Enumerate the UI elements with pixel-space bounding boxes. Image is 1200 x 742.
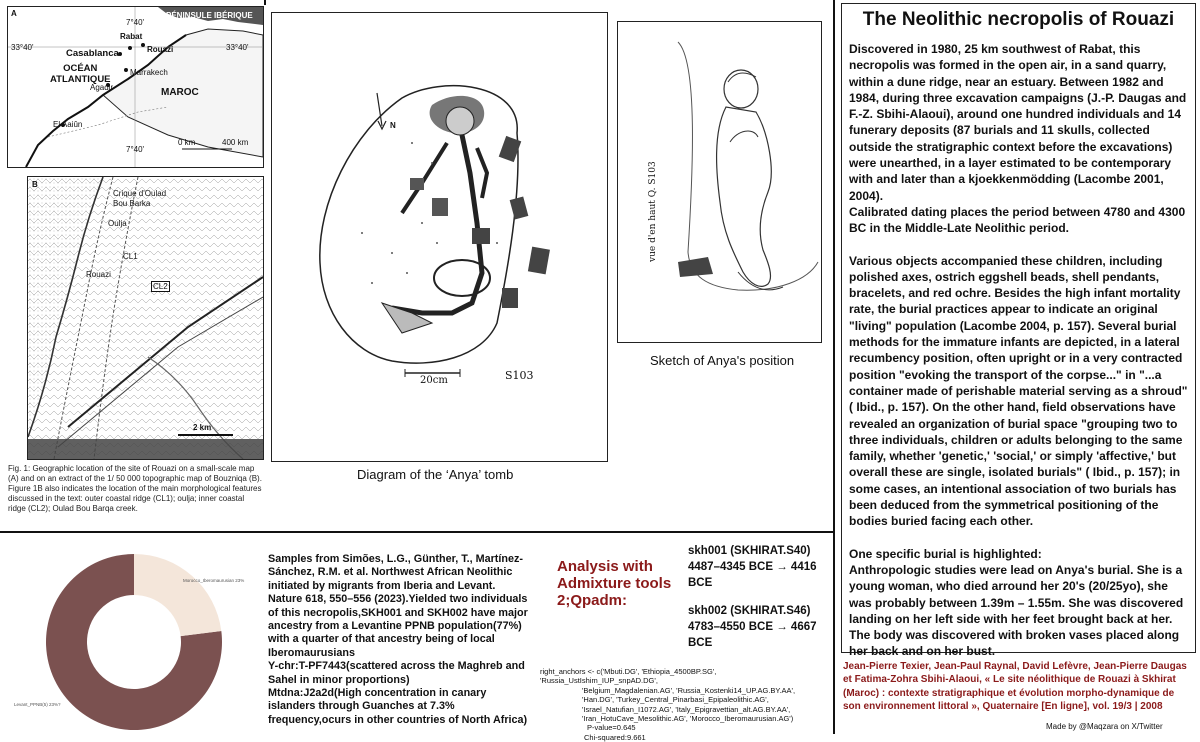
sketch-title: Sketch of Anya's position [650,353,795,368]
page-title: The Neolithic necropolis of Rouazi [862,9,1175,30]
map-a-ocean: OCÉAN ATLANTIQUE [50,63,111,85]
sample-skh002-range: 4783–4550 BCE → 4667 BCE [688,621,817,649]
sample-skh002-id: skh002 (SKHIRAT.S46) [688,605,811,617]
map-a-elaaiun: El Aaiûn [53,120,83,129]
sketch-handwriting: vue d'en haut Q. S103 [648,161,658,262]
map-a-maroc: MAROC [161,87,199,98]
code-line: right_anchors <- c('Mbuti.DG', 'Ethiopia_4500BP.SG', 'Russia_UstIshim_IUP_snpAD.DG', [540,667,717,686]
divider-vertical [833,0,835,734]
map-b-rouazi: Rouazi [86,270,111,279]
code-line: 'Israel_Natufian_I1072.AG', 'Italy_Epigravettian_alt.AG.BY.AA', [582,704,791,714]
map-a-lon-bottom: 7°40' [126,145,145,154]
code-line: 'Iran_HotuCave_Mesolithic.AG', 'Morocco_Iberomaurusian.AG') [582,714,794,724]
code-line: 'Han.DG', 'Turkey_Central_Pinarbasi_Epipaleolithic.AG', [582,695,769,705]
map-b-cl2: CL2 [153,282,168,291]
code-line: 'Belgium_Magdalenian.AG', 'Russia_Kostenki14_UP.AG.BY.AA', [582,685,796,695]
tomb-diagram [271,12,608,462]
fig1-caption: Fig. 1: Geographic location of the site of Rouazi on a small-scale map (A) and on an extract of the 1/ 50 000 topographic map of Bouzniqa (B). Figure 1B also indicates the location of the main morphological features discussed in the text: outer coastal ridge (CL1); oulja; inner coastal ridge (CL2); Oulad Bou Barqa creek. [8,464,262,513]
right-panel [841,3,1196,659]
map-a-agadir: Agadir [90,83,114,92]
map-b [27,176,264,460]
code-line: P-value=0.645 [587,723,636,733]
samples-text [268,553,528,727]
right-paragraph-1: Discovered in 1980, 25 km southwest of Rabat, this necropolis was formed in the open air, in a sand quarry, within a dune ridge, near an estuary. Between 1982 and 1984, during three excavation campaigns (J.-P. Daugas and F.-Z. Sbihi-Alaoui), around one hundred individuals and 14 funerary deposits (87 burials and 11 skulls, collected outside the stratigraphic context before the excavations) were unearthed, in a layer estimated to be contemporary with and later than a kjoekkenmödding (Lacombe 2001, 2004). [849,42,1187,203]
tomb-scale: 20cm [420,375,448,386]
right-paragraph-2: Calibrated dating places the period between 4780 and 4300 BC in the Middle-Late Neolithic period. [849,204,1186,236]
tomb-code: S103 [505,369,534,382]
map-a-scale-400: 400 km [222,138,249,147]
sample-skh001 [688,543,828,591]
map-a-rouazi: Rouazi [147,45,174,54]
analysis-title: Analysis with Admixture tools 2;Qpadm: [557,558,672,609]
samples-mtdna: Mtdna:J2a2d(High concentration in canary islanders through Guanches at 7.3% frequency,ocurs in other countries of North Africa) [268,687,528,726]
samples-ychr: Y-chr:T-PF7443(scattered across the Maghreb and Sahel in minor proportions) [268,660,525,686]
right-paragraph-5: Anthropologic studies were lead on Anya's burial. She is a young woman, who died arround her 20's (20/25yo), she was probably between 1.39m – 1.55m. She was discovered landing on her left side with her feet brought back at her. The body was discovered with broken vases placed along her back and on her bust. [849,562,1184,659]
map-b-crique: Crique d'Oulad Bou Barka [113,189,167,208]
tomb-title: Diagram of the ‘Anya’ tomb [357,467,514,482]
donut-label-small: Morocco_Iberomaurusian 23% [183,578,245,583]
map-b-oulja: Oulja [108,219,127,228]
tomb-drawing [272,13,607,461]
map-a-lat-left: 33°40' [11,43,34,52]
map-a-casablanca: Casablanca [66,48,119,59]
sample-skh001-range: 4487–4345 BCE → 4416 BCE [688,561,817,589]
map-b-drawing [28,177,263,459]
samples-intro: Samples from Simões, L.G., Günther, T., Martínez-Sánchez, R.M. et al. Northwest African Neolithic initiated by migrants from Iberia and Levant. Nature 618, 550–556 (2023).Yielded two individuals of this necropolis,SKH001 and SKH002 have major ancestry from a Levantine PPNB population(77%) with a quarter of that ancestry being of local Iberomaurusians [268,553,528,659]
donut-label-main: Levant_PPNB(5) 23%? [14,702,61,707]
donut-slice-morocco-iberomaurusian [134,554,221,636]
map-a-scale-0: 0 km [178,138,196,147]
map-a-lat-right: 33°40' [226,43,249,52]
divider-top-left [264,0,266,5]
map-a-marrakech: Marrakech [130,68,168,77]
map-a-peninsula-label: PÉNINSULE IBÉRIQUE [166,11,253,20]
right-body [842,31,1195,660]
map-a-rabat: Rabat [120,32,143,41]
map-a-label: A [11,9,17,18]
map-a-lon-top: 7°40' [126,18,145,27]
map-a [7,6,264,168]
map-b-cl1: CL1 [123,252,138,261]
divider-horizontal [0,531,835,533]
qpadm-code [540,667,835,742]
map-b-label: B [32,180,38,189]
credit: Made by @Maqzara on X/Twitter [1046,722,1163,731]
tomb-north: N [390,121,396,130]
sample-skh001-id: skh001 (SKHIRAT.S40) [688,545,811,557]
code-line: Chi-squared:9.661 [584,732,646,742]
references: Jean-Pierre Texier, Jean-Paul Raynal, David Lefèvre, Jean-Pierre Daugas et Fatima-Zohra Sbihi-Alaoui, « Le site néolithique de Rouazi à Skhirat (Maroc) : contexte stratigraphique et évolution morpho-dynamique de son environnement littoral », Quaternaire [En ligne], vol. 19/3 | 2008 [843,661,1187,712]
sample-skh002 [688,603,828,651]
right-paragraph-3: Various objects accompanied these children, including polished axes, ostrich eggshell beads, shell pendants, bracelets, and red ochre. Besides the high infant mortality rate, the burial practices appear to indicate an original "living" population (Lacombe 2004, p. 157). Several burial methods for the immature infants are depicted, in a lateral recumbency position, often upright or in a very contracted position "evoking the transport of the corpse..." in "...a container made of perishable material serving as a shroud" ( Ibid., p. 157). On the other hand, field observations have revealed an organization of burial space "grouping two to three individuals, children or adults belonging to the same family, whether 'genetic,' 'social,' or simply 'affective,' but overall these are single, isolated burials" ( Ibid., p. 157); in some cases, an intentional association of two burials has been deduced from the symmetrical positioning of the bodies buried facing each other. [849,253,1188,529]
sketch [617,21,822,343]
map-b-scale: 2 km [193,423,212,432]
right-paragraph-4: One specific burial is highlighted: [849,546,1042,561]
